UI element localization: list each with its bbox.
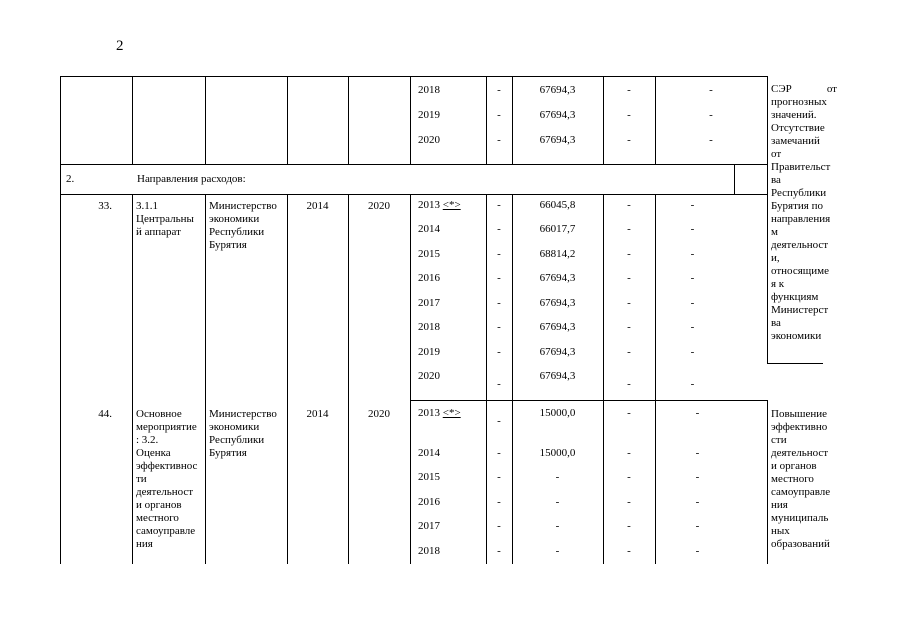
year-cell: 2015 <box>418 471 440 483</box>
dash-cell: - <box>690 378 695 390</box>
amount-cell: - <box>555 496 560 508</box>
result-line: значений. <box>771 109 817 121</box>
result-line: Правительст <box>771 161 831 173</box>
amount-cell: 67694,3 <box>539 370 576 382</box>
amount-cell: 67694,3 <box>539 321 576 333</box>
year-cell: 2017 <box>418 297 440 309</box>
result-line: ва <box>771 174 781 186</box>
start-year: 2014 <box>306 408 329 420</box>
dash-cell: - <box>627 297 631 309</box>
year-cell: 2014 <box>418 447 440 459</box>
dash-cell: - <box>627 520 631 532</box>
event-name-line: ти <box>136 473 147 485</box>
amount-cell: 66045,8 <box>539 199 576 211</box>
start-year: 2014 <box>306 200 329 212</box>
event-name-line: местного <box>136 512 179 524</box>
result-line: сти <box>771 434 787 446</box>
event-name-line: Основное <box>136 408 182 420</box>
dash-cell: - <box>695 407 700 419</box>
dash-cell: - <box>627 447 631 459</box>
result-line: деятельност <box>771 447 829 459</box>
dash-cell: - <box>497 248 501 260</box>
footnote-link[interactable]: <*> <box>442 407 461 419</box>
result-line: и, <box>771 252 780 264</box>
amount-cell: - <box>555 545 560 557</box>
dash-cell: - <box>627 199 631 211</box>
dash-cell: - <box>497 496 501 508</box>
year-cell: 2020 <box>418 370 440 382</box>
event-name-line: й аппарат <box>136 226 181 238</box>
year-cell: 2013 <box>418 199 440 211</box>
amount-cell: - <box>555 471 560 483</box>
end-year: 2020 <box>368 408 390 420</box>
result-line: относящиме <box>771 265 829 277</box>
dash-cell: - <box>627 109 631 121</box>
event-name-line: 3.1.1 <box>136 200 158 212</box>
dash-cell: - <box>709 84 713 96</box>
dash-cell: - <box>627 346 631 358</box>
dash-cell: - <box>695 520 700 532</box>
dash-cell: - <box>497 199 501 211</box>
result-line: ва <box>771 317 781 329</box>
amount-cell: 67694,3 <box>539 297 576 309</box>
executor-line: Министерство <box>209 408 277 420</box>
dash-cell: - <box>497 134 501 146</box>
dash-cell: - <box>497 545 501 557</box>
dash-cell: - <box>690 223 695 235</box>
event-name-line: самоуправле <box>136 525 196 537</box>
result-line: направления <box>771 213 831 225</box>
year-cell: 2017 <box>418 520 440 532</box>
dash-cell: - <box>627 471 631 483</box>
dash-cell: - <box>695 496 700 508</box>
executor-line: Республики <box>209 434 265 446</box>
year-cell: 2019 <box>418 109 440 121</box>
executor-line: Министерство <box>209 200 277 212</box>
result-line: Отсутствие <box>771 122 825 134</box>
event-name-line: и органов <box>136 499 182 511</box>
year-cell: 2016 <box>418 496 440 508</box>
result-line: и органов <box>771 460 817 472</box>
result-line: Бурятия по <box>771 200 823 212</box>
page-number: 2 <box>116 38 124 54</box>
dash-cell: - <box>627 84 631 96</box>
result-line: Республики <box>771 187 827 199</box>
result-line: муниципаль <box>771 512 829 524</box>
amount-cell: 67694,3 <box>539 84 576 96</box>
section-number: 2. <box>66 173 75 185</box>
year-cell: 2013 <box>418 407 440 419</box>
result-line: м <box>771 226 778 238</box>
amount-cell: - <box>555 520 560 532</box>
dash-cell: - <box>497 520 501 532</box>
result-line: эффективно <box>771 421 828 433</box>
result-line: ния <box>771 499 788 511</box>
row-number: 33. <box>98 200 112 212</box>
amount-cell: 67694,3 <box>539 134 576 146</box>
event-name-line: деятельност <box>136 486 194 498</box>
amount-cell: 67694,3 <box>539 109 576 121</box>
row-number: 44. <box>98 408 112 420</box>
dash-cell: - <box>627 496 631 508</box>
event-name-line: ния <box>136 538 153 550</box>
dash-cell: - <box>497 84 501 96</box>
result-line: самоуправле <box>771 486 831 498</box>
dash-cell: - <box>690 321 695 333</box>
dash-cell: - <box>695 545 700 557</box>
executor-line: экономики <box>209 213 260 225</box>
dash-cell: - <box>690 248 695 260</box>
dash-cell: - <box>497 272 501 284</box>
dash-cell: - <box>627 321 631 333</box>
executor-line: экономики <box>209 421 260 433</box>
dash-cell: - <box>695 471 700 483</box>
dash-cell: - <box>627 223 631 235</box>
result-line: Повышение <box>771 408 828 420</box>
dash-cell: - <box>497 297 501 309</box>
amount-cell: 67694,3 <box>539 272 576 284</box>
executor-line: Республики <box>209 226 265 238</box>
result-line: местного <box>771 473 814 485</box>
year-cell: 2014 <box>418 223 440 235</box>
dash-cell: - <box>627 545 631 557</box>
dash-cell: - <box>497 109 501 121</box>
amount-cell: 68814,2 <box>539 248 576 260</box>
dash-cell: - <box>709 109 713 121</box>
result-line: деятельност <box>771 239 829 251</box>
result-line: функциям <box>771 291 819 303</box>
result-line: прогнозных <box>771 96 827 108</box>
year-cell: 2018 <box>418 321 440 333</box>
year-cell: 2018 <box>418 545 440 557</box>
event-name-line: эффективнос <box>136 460 198 472</box>
footnote-link[interactable]: <*> <box>442 199 461 211</box>
amount-cell: 67694,3 <box>539 346 576 358</box>
dash-cell: - <box>497 378 501 390</box>
year-cell: 2016 <box>418 272 440 284</box>
dash-cell: - <box>497 346 501 358</box>
dash-cell: - <box>497 471 501 483</box>
dash-cell: - <box>690 346 695 358</box>
year-cell: 2015 <box>418 248 440 260</box>
result-line: замечаний <box>771 135 820 147</box>
dash-cell: - <box>627 134 631 146</box>
result-line: ных <box>771 525 790 537</box>
event-name-line: Оценка <box>136 447 171 459</box>
result-line: образований <box>771 538 830 550</box>
result-line: я к <box>771 278 785 290</box>
dash-cell: - <box>690 297 695 309</box>
executor-line: Бурятия <box>209 447 247 459</box>
event-name-line: Центральны <box>136 213 194 225</box>
result-line: от <box>771 148 782 160</box>
result-line: СЭР от <box>771 83 837 95</box>
dash-cell: - <box>695 447 700 459</box>
result-line: Министерст <box>771 304 829 316</box>
dash-cell: - <box>497 415 501 427</box>
year-cell: 2018 <box>418 84 440 96</box>
amount-cell: 15000,0 <box>539 407 576 419</box>
dash-cell: - <box>627 378 631 390</box>
dash-cell: - <box>627 272 631 284</box>
executor-line: Бурятия <box>209 239 247 251</box>
dash-cell: - <box>497 321 501 333</box>
event-name-line: : 3.2. <box>136 434 159 446</box>
dash-cell: - <box>497 447 501 459</box>
amount-cell: 66017,7 <box>539 223 576 235</box>
amount-cell: 15000,0 <box>539 447 576 459</box>
end-year: 2020 <box>368 200 390 212</box>
dash-cell: - <box>709 134 713 146</box>
event-name-line: мероприятие <box>136 421 197 433</box>
year-cell: 2020 <box>418 134 440 146</box>
year-cell: 2019 <box>418 346 440 358</box>
dash-cell: - <box>627 407 631 419</box>
dash-cell: - <box>690 272 695 284</box>
dash-cell: - <box>690 199 695 211</box>
dash-cell: - <box>497 223 501 235</box>
dash-cell: - <box>627 248 631 260</box>
result-line: экономики <box>771 330 822 342</box>
section-title: Направления расходов: <box>137 173 246 185</box>
